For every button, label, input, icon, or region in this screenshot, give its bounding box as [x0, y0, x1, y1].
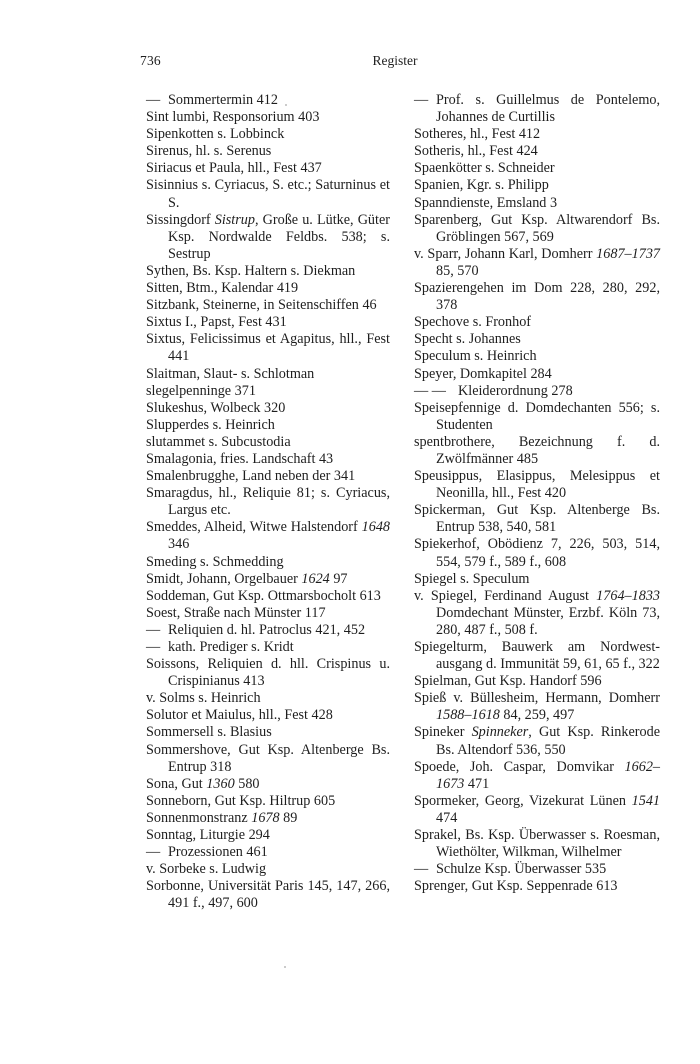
index-entry-text: slutammet s. Subcustodia — [146, 433, 291, 450]
index-entry — [146, 793, 390, 810]
index-entry-text: Sirenus, hl. s. Serenus — [146, 143, 272, 160]
index-entry-text: v. Sorbeke s. Ludwig — [146, 861, 267, 878]
index-entry-text: , Gut Ksp. Rinkerode Bs. Altendorf 536, 550 — [436, 724, 660, 758]
index-entry — [414, 126, 660, 143]
index-entry — [146, 861, 390, 878]
continuation-dash: — — [146, 92, 161, 108]
index-entry — [146, 280, 390, 297]
index-entry-italic: 1624 — [301, 570, 330, 587]
index-entry-text: Spiekerhof, Obödienz 7, 226, 503, 514, 554, 579 f., 589 f., 608 — [414, 536, 660, 570]
index-entry — [146, 92, 390, 109]
index-entry-text: Sommersell s. Blasius — [146, 724, 272, 741]
continuation-dash: — — [146, 621, 161, 638]
index-entry-italic: Sistrup — [214, 211, 255, 228]
index-entry-text: Sprakel, Bs. Ksp. Überwasser s. Roesman, Wiethölter, Wilkman, Wilhelmer — [414, 827, 660, 861]
index-entry-italic: 1678 — [251, 809, 280, 826]
continuation-dash: — — [414, 861, 429, 878]
index-entry — [146, 810, 390, 827]
index-entry-text: Sipenkotten s. Lobbinck — [146, 126, 285, 143]
index-entry — [146, 177, 390, 211]
index-entry-text: Sonntag, Liturgie 294 — [146, 827, 270, 844]
index-entry-italic: 1764–1833 — [596, 587, 660, 604]
index-entry-text: Sitzbank, Steinerne, in Seitenschiffen 46 — [146, 297, 377, 314]
index-entry-text: Prof. s. Guillelmus de Pontelemo, Johannes de Curtillis — [436, 92, 660, 126]
index-entry — [414, 212, 660, 246]
index-entry — [146, 639, 390, 656]
index-entry — [414, 383, 660, 400]
print-speck — [285, 104, 287, 106]
index-entry-text: Spanien, Kgr. s. Philipp — [414, 177, 549, 194]
index-entry-text: Sprenger, Gut Ksp. Seppenrade 613 — [414, 878, 618, 895]
index-entry — [146, 554, 390, 571]
index-entry — [146, 571, 390, 588]
index-entry-text: Spaenkötter s. Schneider — [414, 160, 555, 177]
index-entry-text: Sisinnius s. Cyriacus, S. etc.; Saturninus et S. — [146, 177, 390, 211]
index-entry — [414, 571, 660, 588]
continuation-dash: — — [146, 844, 161, 861]
index-entry-text: 97 — [329, 570, 348, 587]
index-entry-italic: 1541 — [631, 792, 660, 809]
index-entry — [146, 126, 390, 143]
index-entry — [146, 622, 390, 639]
index-entry-italic: 1687–1737 — [596, 245, 660, 262]
index-entry-text: v. Spiegel, Ferdinand August — [414, 587, 597, 604]
index-entry — [146, 400, 390, 417]
index-entry-text: Slukeshus, Wolbeck 320 — [146, 399, 286, 416]
index-entry — [414, 878, 660, 895]
index-entry-text: Spickerman, Gut Ksp. Altenberge Bs. Entrup 538, 540, 581 — [414, 502, 660, 536]
index-entry — [414, 400, 660, 434]
index-entry — [414, 195, 660, 212]
index-entry-text: Spineker — [414, 724, 472, 741]
index-entry-text: Speisepfennige d. Domdechanten 556; s. Studenten — [414, 399, 660, 433]
index-entry-text: 474 — [436, 809, 458, 826]
index-entry-text: Slupperdes s. Heinrich — [146, 416, 275, 433]
index-entry — [146, 742, 390, 776]
index-entry-text: spentbrothere, Bezeichnung f. d. Zwölfmänner 485 — [414, 433, 660, 467]
index-entry — [414, 177, 660, 194]
index-entry — [146, 468, 390, 485]
continuation-dash: — — [146, 639, 161, 655]
index-entry-text: Sona, Gut — [146, 775, 207, 792]
index-entry — [414, 468, 660, 502]
index-entry-text: Soddeman, Gut Ksp. Ottmarsbocholt 613 — [146, 587, 381, 604]
index-entry — [146, 297, 390, 314]
index-entry-text: Sitten, Btm., Kalendar 419 — [146, 280, 299, 297]
index-entry — [146, 160, 390, 177]
index-entry — [414, 536, 660, 570]
index-entry-text: Sixtus, Felicissimus et Agapitus, hll., Fest 441 — [146, 331, 390, 365]
index-entry-italic: Spinneker — [471, 724, 529, 741]
index-entry — [414, 759, 660, 793]
index-entry — [146, 314, 390, 331]
index-entry — [414, 331, 660, 348]
index-entry — [146, 485, 390, 519]
index-entry — [146, 519, 390, 553]
index-entry-text: Sixtus I., Papst, Fest 431 — [146, 314, 287, 331]
index-entry — [414, 160, 660, 177]
index-entry — [146, 263, 390, 280]
index-entry — [146, 417, 390, 434]
index-entry — [414, 690, 660, 724]
index-entry-text: Speyer, Domkapitel 284 — [414, 365, 552, 382]
index-entry — [414, 314, 660, 331]
index-entry — [146, 724, 390, 741]
index-entry-text: v. Solms s. Heinrich — [146, 690, 261, 707]
index-entry — [414, 588, 660, 639]
index-entry-text: Spormeker, Georg, Vizekurat Lünen — [414, 792, 632, 809]
index-entry — [146, 776, 390, 793]
index-entry-text: Smalenbrugghe, Land neben der 341 — [146, 468, 356, 485]
index-entry-italic: 1662–1673 — [436, 758, 660, 792]
index-entry — [146, 366, 390, 383]
index-entry-text: kath. Prediger s. Kridt — [168, 639, 294, 655]
index-entry-text: v. Sparr, Johann Karl, Domherr — [414, 245, 597, 262]
index-entry-text: slegelpenninge 371 — [146, 382, 256, 399]
index-entry-text: 580 — [234, 775, 260, 792]
index-entry-text: Smidt, Johann, Orgelbauer — [146, 570, 302, 587]
index-entry — [414, 502, 660, 536]
index-entry-text: Soest, Straße nach Münster 117 — [146, 604, 326, 621]
index-entry-text: Spieß v. Büllesheim, Hermann, Domherr — [414, 690, 660, 707]
index-entry — [414, 861, 660, 878]
running-title: Register — [372, 53, 418, 68]
index-column-right — [414, 92, 660, 895]
index-entry — [146, 878, 390, 912]
index-entry-text: Sommershove, Gut Ksp. Altenberge Bs. Entrup 318 — [146, 741, 390, 775]
index-entry — [414, 280, 660, 314]
index-entry-text: Spoede, Joh. Caspar, Domvikar — [414, 758, 625, 775]
index-entry — [414, 724, 660, 758]
index-entry — [146, 827, 390, 844]
page-number: 736 — [140, 53, 161, 68]
index-entry-text: Smeding s. Schmedding — [146, 553, 284, 570]
index-entry — [414, 366, 660, 383]
index-entry — [414, 92, 660, 126]
index-entry-italic: 1588–1618 — [436, 707, 500, 724]
index-entry — [146, 109, 390, 126]
index-entry-text: , Große u. Lütke, Güter Ksp. Nordwalde Feldbs. 538; s. Sestrup — [168, 211, 390, 262]
index-entry-text: Solutor et Maiulus, hll., Fest 428 — [146, 707, 333, 724]
index-entry — [414, 348, 660, 365]
index-entry-text: Spielman, Gut Ksp. Handorf 596 — [414, 673, 602, 690]
index-entry-text: 471 — [464, 775, 490, 792]
index-entry — [146, 434, 390, 451]
index-entry — [146, 331, 390, 365]
index-entry-italic: 1360 — [206, 775, 235, 792]
index-entry-text: Spiegelturm, Bauwerk am Nordwestausgang d. Immunität 59, 61, 65 f., 322 — [414, 639, 660, 673]
index-entry-text: Sommertermin 412 — [168, 92, 278, 108]
index-entry-text: Sotheris, hl., Fest 424 — [414, 143, 538, 160]
index-entry-text: Smeddes, Alheid, Witwe Halstendorf — [146, 519, 362, 536]
index-entry-text: Specht s. Johannes — [414, 331, 521, 348]
index-entry-text: Schulze Ksp. Überwasser 535 — [436, 861, 607, 878]
index-entry — [146, 605, 390, 622]
index-entry — [146, 451, 390, 468]
continuation-dash: — — [414, 92, 429, 108]
index-entry — [414, 143, 660, 160]
index-entry-text: Sythen, Bs. Ksp. Haltern s. Diekman — [146, 262, 356, 279]
index-entry — [146, 844, 390, 861]
index-entry-text: Smalagonia, fries. Landschaft 43 — [146, 450, 334, 467]
continuation-dash: — — — [414, 382, 446, 399]
index-entry — [146, 588, 390, 605]
index-entry — [146, 383, 390, 400]
index-entry-text: 84, 259, 497 — [499, 707, 575, 724]
index-entry — [146, 656, 390, 690]
index-entry — [414, 793, 660, 827]
index-entry-italic: 1648 — [361, 519, 390, 536]
index-entry-text: Sonnenmonstranz — [146, 809, 252, 826]
index-entry-text: Spanndienste, Emsland 3 — [414, 194, 558, 211]
index-entry-text: Reliquien d. hl. Patroclus 421, 452 — [168, 621, 366, 638]
index-entry-text: Slaitman, Slaut- s. Schlotman — [146, 365, 315, 382]
index-column-left — [146, 92, 390, 913]
index-entry-text: Smaragdus, hl., Reliquie 81; s. Cyriacus, Largus etc. — [146, 485, 390, 519]
index-entry — [414, 673, 660, 690]
index-entry — [414, 639, 660, 673]
index-entry-text: Domdechant Münster, Erzbf. Köln 73, 280, 487 f., 508 f. — [436, 604, 660, 638]
index-entry-text: 89 — [279, 809, 298, 826]
index-entry-text: Sparenberg, Gut Ksp. Altwarendorf Bs. Gröblingen 567, 569 — [414, 211, 660, 245]
index-entry-text: Spechove s. Fronhof — [414, 314, 532, 331]
index-entry-text: Spazierengehen im Dom 228, 280, 292, 378 — [414, 280, 660, 314]
index-entry — [146, 690, 390, 707]
index-entry — [414, 246, 660, 280]
index-entry-text: Sissingdorf — [146, 211, 215, 228]
index-entry-text: 346 — [168, 536, 190, 553]
index-entry-text: Speusippus, Elasippus, Melesippus et Neonilla, hll., Fest 420 — [414, 468, 660, 502]
index-entry-text: Sonneborn, Gut Ksp. Hiltrup 605 — [146, 792, 336, 809]
index-entry — [146, 143, 390, 160]
index-entry-text: Sotheres, hl., Fest 412 — [414, 126, 541, 143]
index-entry-text: Kleiderordnung 278 — [458, 382, 573, 399]
index-entry — [146, 212, 390, 263]
index-entry-text: Spiegel s. Speculum — [414, 570, 530, 587]
index-entry — [414, 434, 660, 468]
index-entry-text: Sorbonne, Universität Paris 145, 147, 266, 491 f., 497, 600 — [146, 878, 390, 912]
index-entry-text: 85, 570 — [436, 262, 479, 279]
index-entry-text: Prozessionen 461 — [168, 844, 268, 861]
index-entry-text: Soissons, Reliquien d. hll. Crispinus u. Crispinianus 413 — [146, 656, 390, 690]
index-entry — [146, 707, 390, 724]
index-entry-text: Siriacus et Paula, hll., Fest 437 — [146, 160, 322, 177]
index-entry — [414, 827, 660, 861]
index-entry-text: Sint lumbi, Responsorium 403 — [146, 109, 320, 126]
print-speck — [284, 966, 286, 968]
index-entry-text: Speculum s. Heinrich — [414, 348, 537, 365]
